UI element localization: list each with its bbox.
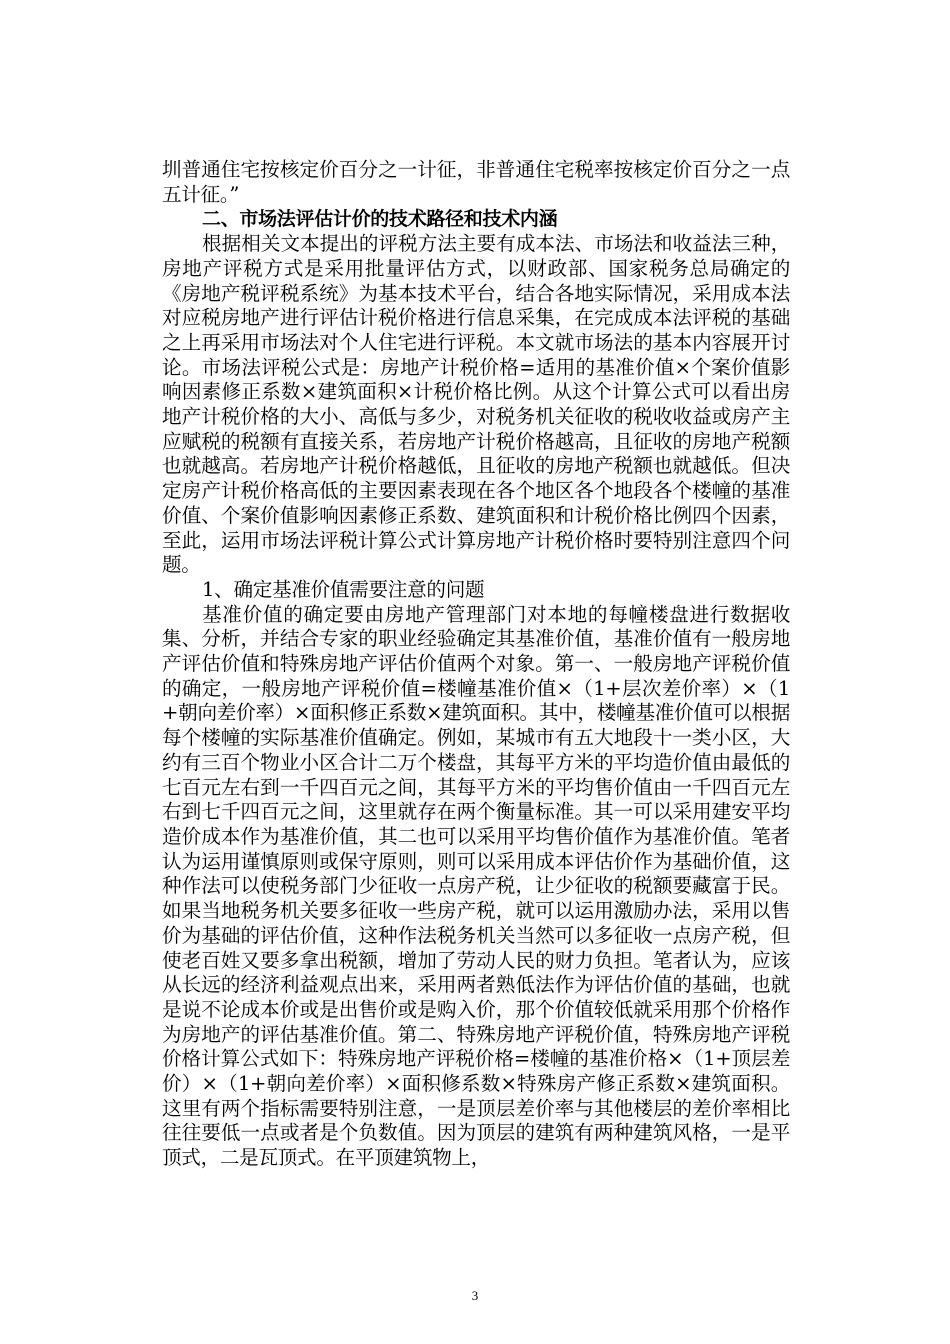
- subsection-heading: 1、确定基准价值需要注意的问题: [202, 577, 485, 601]
- paragraph-continuation: 圳普通住宅按核定价百分之一计征，非普通住宅税率按核定价百分之一点五计征。”: [162, 158, 790, 206]
- section-heading: 二、市场法评估计价的技术路径和技术内涵: [202, 208, 558, 231]
- paragraph-section-body: 根据相关文本提出的评税方法主要有成本法、市场法和收益法三种，房地产评税方式是采用批量评估方式，以财政部、国家税务总局确定的《房地产税评税系统》为基本技术平台，结合各地实际情况，采用成本法对应税房地产进行评估计税价格进行信息采集，在完成成本法评税的基础之上再采用市场法对个人住宅进行评税。本文就市场法的基本内容展开讨论。市场法评税公式是：房地产计税价格=适用的基准价值×个案价值影响因素修正系数×建筑面积×计税价格比例。从这个计算公式可以看出房地产计税价格的大小、高低与多少，对税务机关征收的税收收益或房产主应赋税的税额有直接关系，若房地产计税价格越高，且征收的房地产税额也就越高。若房地产计税价格越低，且征收的房地产税额也就越低。但决定房产计税价格高低的主要因素表现在各个地区各个地段各个楼幢的基准价值、个案价值影响因素修正系数、建筑面积和计税价格比例四个因素，至此，运用市场法评税计算公式计算房地产计税价格时要特别注意四个问题。: [162, 232, 790, 577]
- document-page: [162, 158, 790, 1171]
- page-number: 3: [471, 1288, 479, 1303]
- paragraph-subsection-body: 基准价值的确定要由房地产管理部门对本地的每幢楼盘进行数据收集、分析，并结合专家的职业经验确定其基准价值，基准价值有一般房地产评估价值和特殊房地产评估价值两个对象。第一、一般房地产评税价值的确定，一般房地产评税价值=楼幢基准价值×（1+层次差价率）×（1+朝向差价率）×面积修正系数×建筑面积。其中，楼幢基准价值可以根据每个楼幢的实际基准价值确定。例如，某城市有五大地段十一类小区，大约有三百个物业小区合计二万个楼盘，其每平方米的平均造价值由最低的七百元左右到一千四百元之间，其每平方米的平均售价值由一千四百元左右到七千四百元之间，这里就存在两个衡量标准。其一可以采用建安平均造价成本作为基准价值，其二也可以采用平均售价值作为基准价值。笔者认为运用谨慎原则或保守原则，则可以采用成本评估价作为基础价值，这种作法可以使税务部门少征收一点房产税，让少征收的税额要藏富于民。如果当地税务机关要多征收一些房产税，就可以运用激励办法，采用以售价为基础的评估价值，这种作法税务机关当然可以多征收一点房产税，但使老百姓又要多拿出税额，增加了劳动人民的财力负担。笔者认为，应该从长远的经济利益观点出来，采用两者熟低法作为评估价值的基础，也就是说不论成本价或是出售价或是购入价，那个价值较低就采用那个价格作为房地产的评估基准价值。第二、特殊房地产评税价值，特殊房地产评税价格计算公式如下：特殊房地产评税价格=楼幢的基准价格×（1+顶层差价）×（1+朝向差价率）×面积修系数×特殊房产修正系数×建筑面积。这里有两个指标需要特别注意，一是顶层差价率与其他楼层的差价率相比往往要低一点或者是个负数值。因为顶层的建筑有两种建筑风格，一是平顶式，二是瓦顶式。在平顶建筑物上，: [162, 602, 790, 1170]
